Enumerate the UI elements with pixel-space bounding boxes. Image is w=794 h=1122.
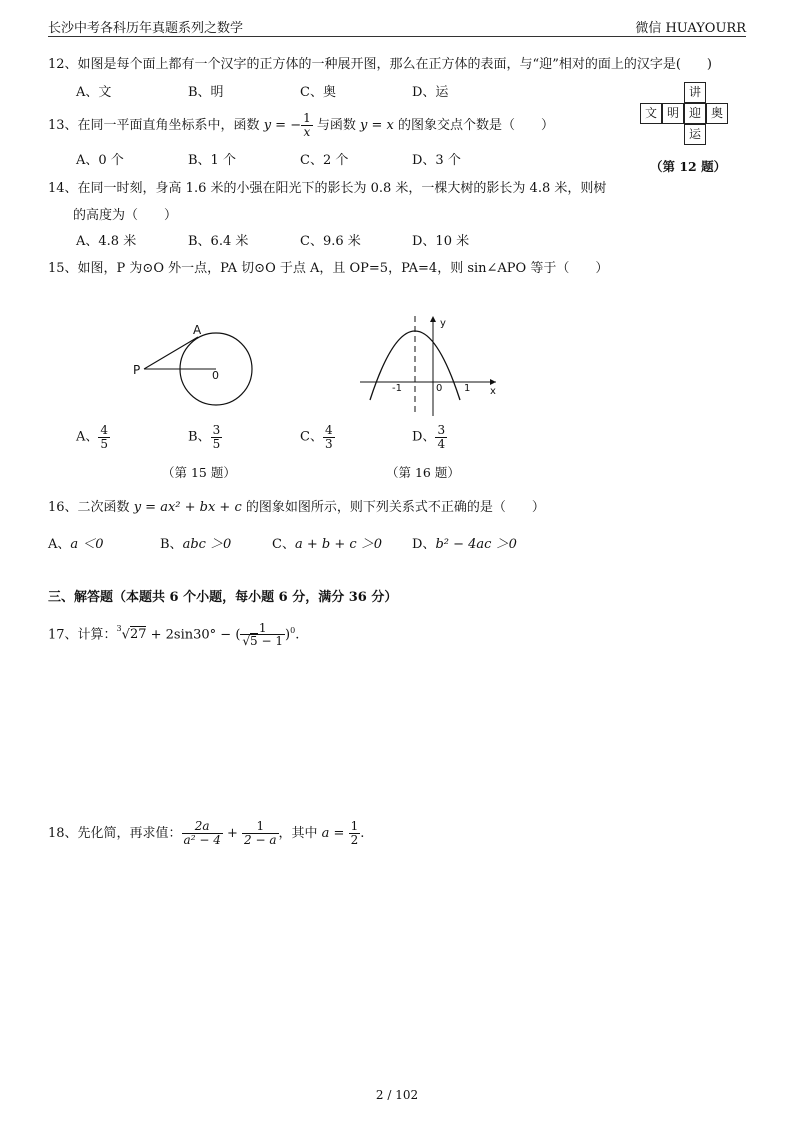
- q16-option-letter: A、: [48, 537, 71, 552]
- q18-a-eq: a =: [321, 826, 349, 841]
- q18-frac1-den: a² − 4: [183, 833, 221, 847]
- q13-mid: 与函数: [312, 118, 361, 133]
- frac-num: 4: [100, 423, 109, 437]
- label-plus1: 1: [464, 383, 471, 394]
- q15-option-a-frac: [98, 424, 110, 450]
- frac-den: 5: [100, 436, 109, 451]
- q18-plus: +: [222, 826, 243, 841]
- header-title: 长沙中考各科历年真题系列之数学: [48, 21, 244, 36]
- section-3-title: 三、解答题（本题共 6 个小题，每小题 6 分，满分 36 分）: [48, 590, 398, 605]
- q16-option-b: [160, 533, 231, 552]
- q14-option-b: B、6.4 米: [188, 234, 249, 249]
- q13-func1-y: y: [263, 118, 272, 133]
- q16-parabola-figure: [356, 312, 506, 417]
- q12-option-d: D、运: [412, 85, 449, 100]
- q18-end: .: [360, 826, 365, 841]
- q15-option-a-letter: A、: [76, 429, 99, 445]
- q13-option-d: D、3 个: [412, 153, 461, 168]
- q18-frac1-num: 2a: [182, 820, 223, 834]
- q17-frac-num: 1: [240, 622, 285, 636]
- label-x: x: [490, 386, 496, 397]
- q13-option-c: C、2 个: [300, 153, 349, 168]
- q17-den-root-body: 5: [250, 634, 258, 649]
- q17-den-rest: − 1: [257, 634, 284, 649]
- q14-option-d: D、10 米: [412, 234, 470, 249]
- q13-pre: 13、在同一平面直角坐标系中，函数: [48, 118, 264, 133]
- net-cell-1: 文: [640, 103, 662, 124]
- q16-option-expr: abc ＞0: [182, 537, 232, 552]
- q16-option-letter: D、: [412, 537, 436, 552]
- q15-option-d-frac: [435, 424, 447, 450]
- page-number: 2 / 102: [375, 1088, 419, 1102]
- q17-pre: 17、计算：: [48, 627, 117, 643]
- net-cell-3: 迎: [684, 103, 706, 124]
- q16-option-expr: a ＜0: [70, 537, 104, 552]
- question-18: [48, 817, 364, 851]
- net-cell-2: 明: [662, 103, 684, 124]
- q17-root-body: 27: [129, 627, 147, 643]
- frac-num: 3: [212, 423, 221, 437]
- q13-option-b: B、1 个: [188, 153, 236, 168]
- y-axis-arrow: [430, 316, 436, 322]
- q18-frac3-den: 2: [350, 833, 359, 847]
- q16-formula: y = ax² + bx + c: [133, 500, 242, 515]
- x-axis-arrow: [490, 379, 496, 385]
- q16-option-d: [412, 533, 517, 552]
- q13-func1-eq: = −: [271, 118, 302, 133]
- q18-frac2-num: 1: [242, 820, 278, 834]
- q12-option-a: A、文: [76, 85, 112, 100]
- q14-option-a: A、4.8 米: [76, 234, 137, 249]
- q15-caption: （第 15 题）: [162, 465, 236, 480]
- q17-frac-den: [240, 635, 285, 648]
- q18-fraction-3: [349, 820, 361, 846]
- q16-option-c: [272, 533, 382, 552]
- header-divider: [48, 36, 746, 37]
- q15-option-c-frac: [323, 424, 335, 450]
- net-cell-bottom: 运: [684, 124, 706, 145]
- q18-fraction-2: [242, 820, 278, 846]
- q17-post: ): [285, 627, 291, 643]
- frac-den: 4: [437, 436, 446, 451]
- q12-option-c: C、奥: [300, 85, 336, 100]
- frac-den: 5: [212, 436, 221, 451]
- q13-frac-num: 1: [303, 111, 311, 126]
- q15-option-c: [300, 424, 335, 450]
- q14-option-c: C、9.6 米: [300, 234, 361, 249]
- q17-den-root-sign: √: [242, 634, 251, 649]
- q15-option-b-frac: [211, 424, 223, 450]
- q13-fraction: [301, 112, 313, 138]
- q16-option-letter: B、: [160, 537, 183, 552]
- q18-fraction-1: [182, 820, 223, 846]
- q15-circle-figure: [120, 318, 270, 418]
- label-a: A: [193, 323, 202, 337]
- question-17: [48, 616, 299, 650]
- q17-root-sign: √: [121, 627, 130, 643]
- q18-pre: 18、先化简，再求值：: [48, 826, 182, 841]
- label-origin: 0: [436, 383, 443, 394]
- q15-option-b-letter: B、: [188, 429, 211, 445]
- q17-mid: + 2sin30° − (: [146, 627, 241, 643]
- q15-option-d-letter: D、: [412, 429, 436, 445]
- question-12: 12、如图是每个面上都有一个汉字的正方体的一种展开图，那么在正方体的表面，与“迎”相对的面上的汉字是( ): [48, 57, 712, 72]
- frac-den: 3: [324, 436, 333, 451]
- header-wechat: 微信 HUAYOURR: [635, 21, 746, 36]
- label-minus1: -1: [392, 383, 402, 394]
- question-13: [48, 112, 554, 140]
- q13-frac-den: x: [303, 125, 311, 139]
- q13-post: 的图象交点个数是（ ）: [393, 118, 554, 133]
- question-14-line1: 14、在同一时刻，身高 1.6 米的小强在阳光下的影长为 0.8 米，一棵大树的影长为 4.8 米，则树: [48, 181, 607, 196]
- q16-option-a: [48, 533, 104, 552]
- q15-option-b: [188, 424, 222, 450]
- q16-option-expr: a + b + c ＞0: [294, 537, 383, 552]
- frac-num: 3: [437, 423, 446, 437]
- q17-exponent: 0: [290, 626, 296, 635]
- label-p: P: [133, 363, 141, 377]
- frac-num: 4: [324, 423, 333, 437]
- q18-frac2-den: 2 − a: [244, 833, 277, 847]
- q13-option-a: A、0 个: [76, 153, 124, 168]
- q15-option-a: [76, 424, 110, 450]
- q17-fraction: [240, 622, 285, 648]
- q15-option-d: [412, 424, 447, 450]
- q12-option-b: B、明: [188, 85, 224, 100]
- q17-end: .: [295, 627, 300, 643]
- q16-option-letter: C、: [272, 537, 295, 552]
- question-14-line2: 的高度为（ ）: [73, 208, 178, 223]
- q16-post: 的图象如图所示，则下列关系式不正确的是（ ）: [241, 500, 545, 515]
- q18-mid: ，其中: [278, 826, 322, 841]
- q17-root-index: 3: [116, 624, 122, 633]
- q18-frac3-num: 1: [350, 819, 359, 834]
- cube-net-figure: [640, 82, 734, 152]
- question-16: [48, 496, 545, 515]
- q13-func2: y = x: [360, 118, 394, 133]
- net-cell-4: 奥: [706, 103, 728, 124]
- q16-pre: 16、二次函数: [48, 500, 134, 515]
- q12-caption: （第 12 题）: [650, 159, 727, 174]
- tangent-pa: [144, 337, 198, 369]
- q16-caption: （第 16 题）: [386, 465, 460, 480]
- q16-option-expr: b² − 4ac ＞0: [435, 537, 517, 552]
- label-o: 0: [212, 369, 219, 382]
- q15-option-c-letter: C、: [300, 429, 323, 445]
- question-15: 15、如图，P 为⊙O 外一点，PA 切⊙O 于点 A，且 OP=5，PA=4，则 sin∠APO 等于（ ）: [48, 261, 609, 276]
- net-cell-top: 讲: [684, 82, 706, 103]
- label-y: y: [440, 318, 446, 329]
